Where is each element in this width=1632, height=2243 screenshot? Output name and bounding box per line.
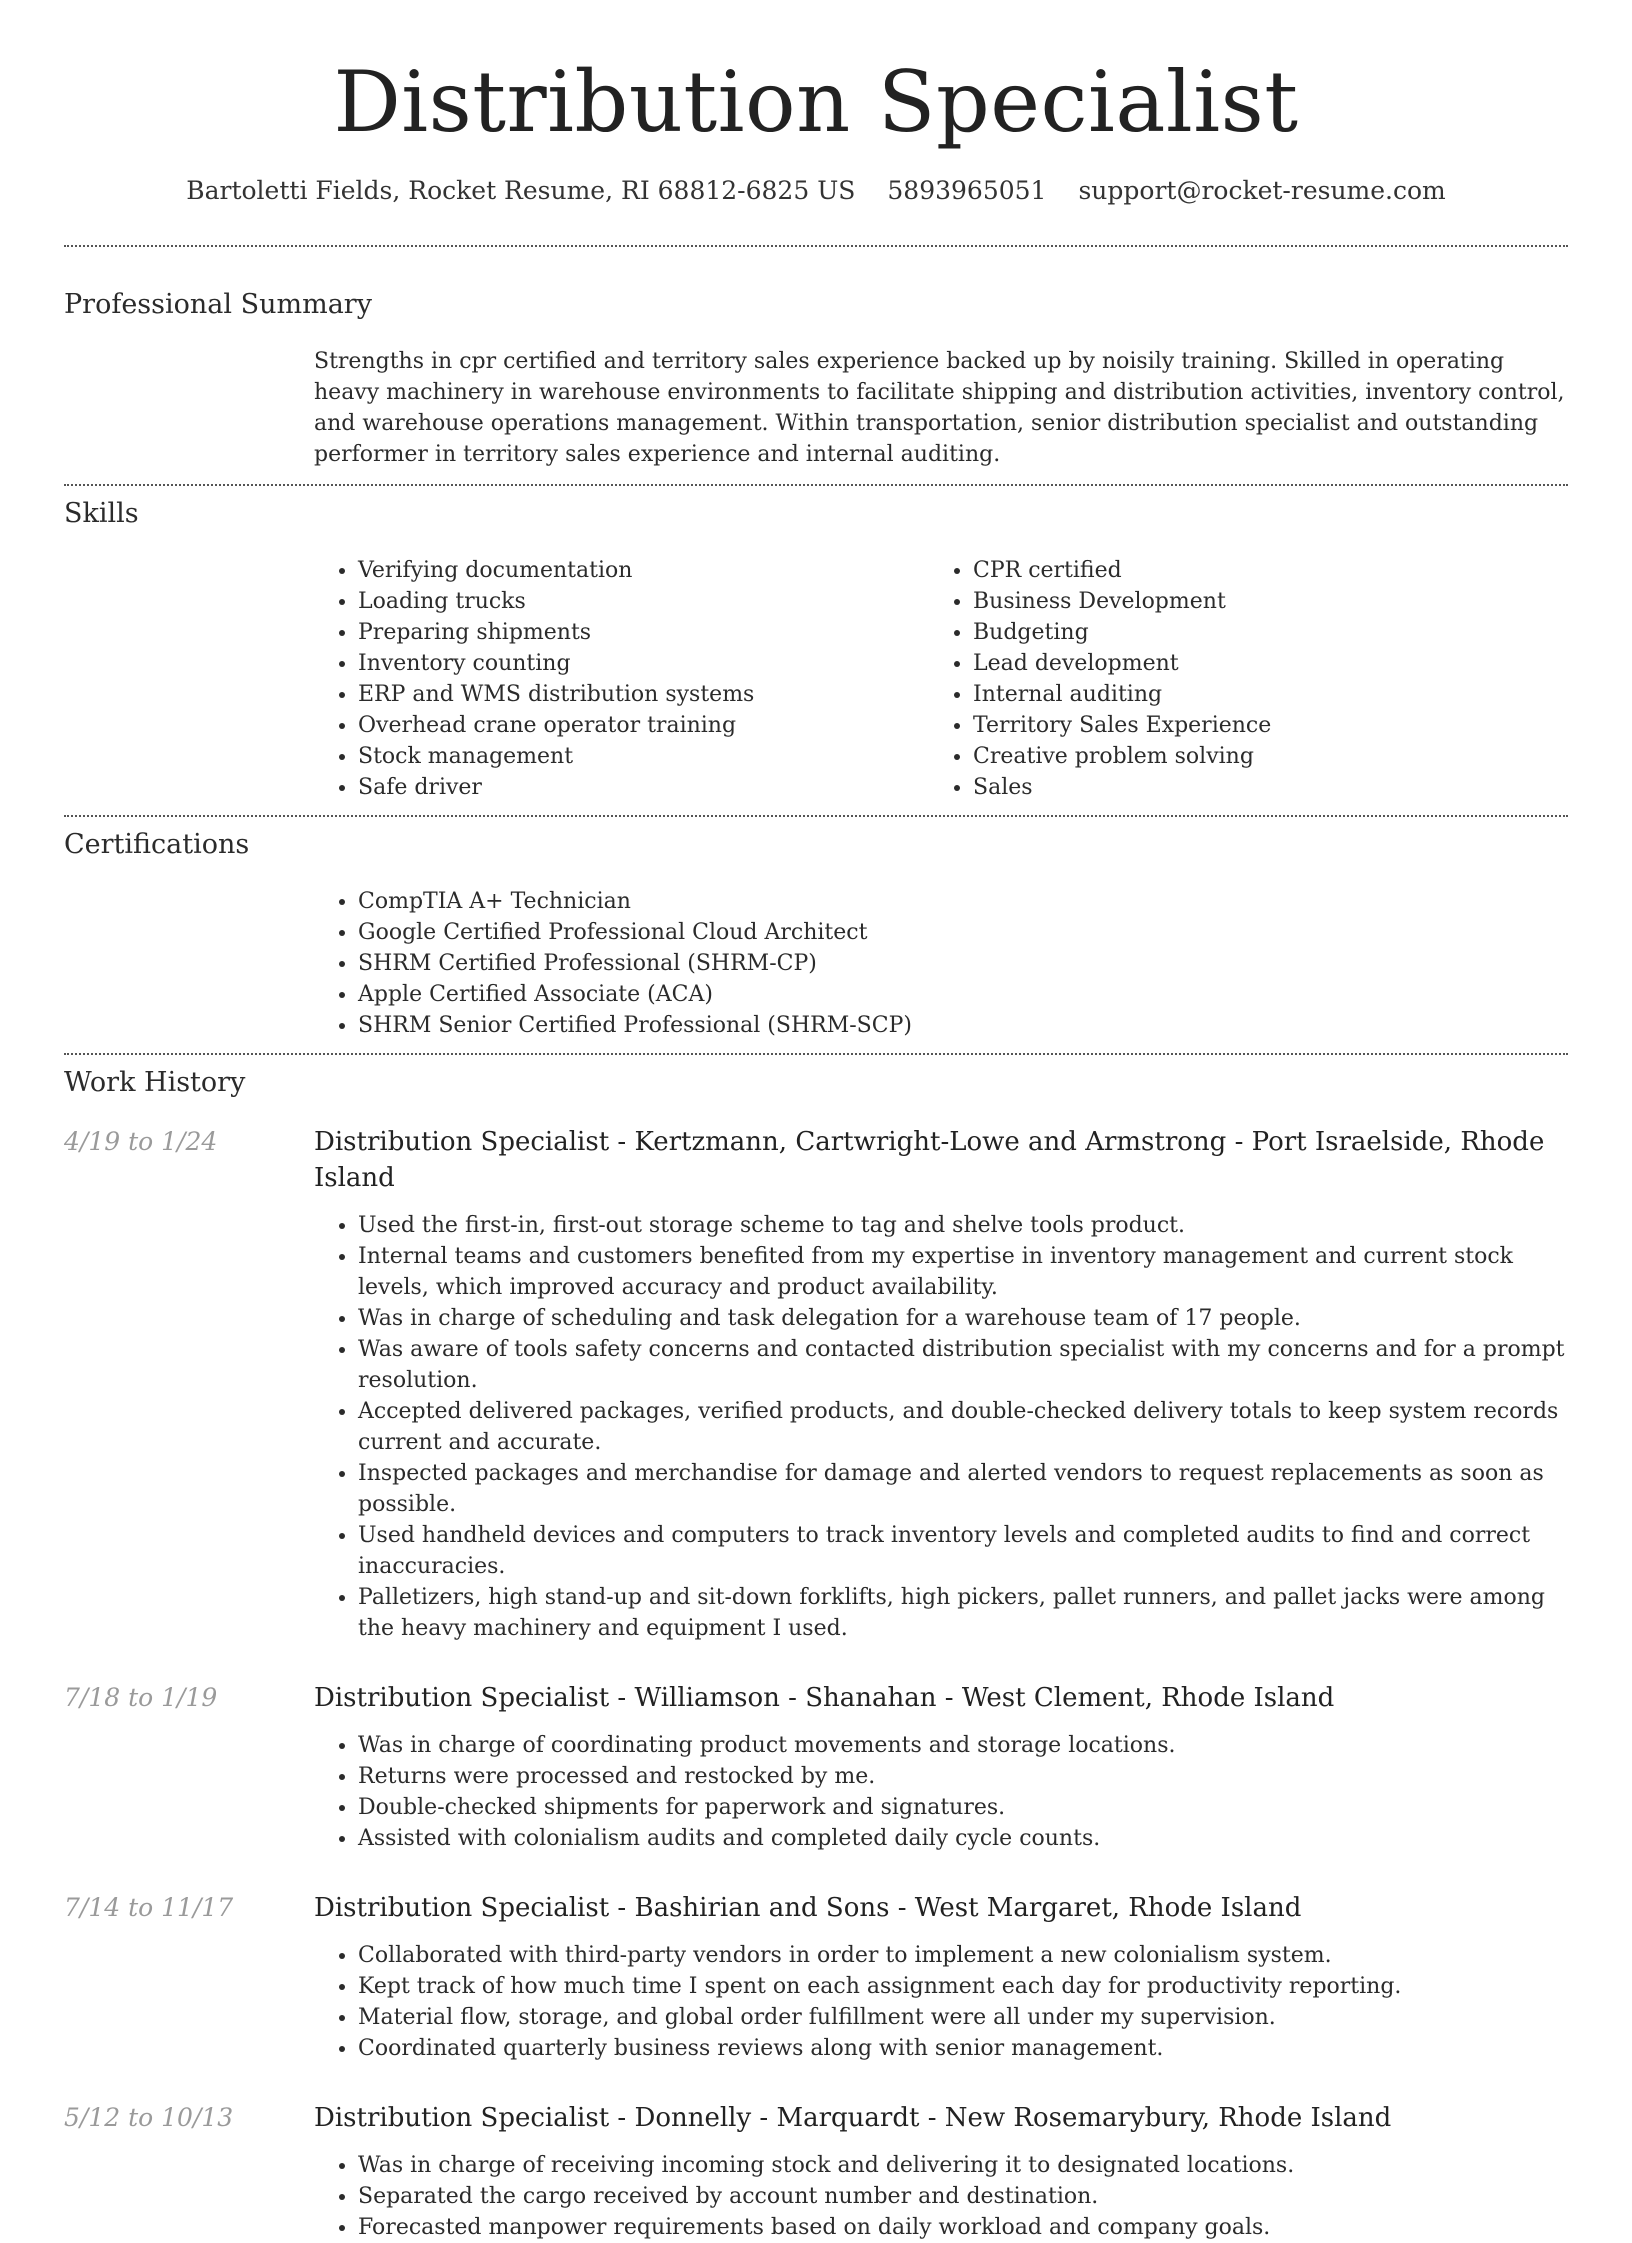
section-title: Skills: [64, 498, 139, 529]
job-dates: 7/14 to 11/17: [64, 1893, 234, 1922]
list-item: • Safe driver: [358, 772, 929, 803]
certifications-list: [314, 886, 1568, 1041]
list-item: • Used the first-in, first-out storage scheme to tag and shelve tools product.: [358, 1210, 1568, 1241]
job-title: Distribution Specialist - Donnelly - Marquardt - New Rosemarybury, Rhode Island: [314, 2103, 1392, 2133]
list-item: • Assisted with colonialism audits and completed daily cycle counts.: [358, 1823, 1568, 1854]
resume-header: [0, 0, 1632, 205]
list-item: • Overhead crane operator training: [358, 710, 929, 741]
section-title: Work History: [64, 1067, 246, 1098]
skills-list-right: [929, 555, 1544, 803]
list-item: • Collaborated with third-party vendors in order to implement a new colonialism system.: [358, 1940, 1568, 1971]
list-item: • Loading trucks: [358, 586, 929, 617]
list-item: • Inspected packages and merchandise for damage and alerted vendors to request replacements as soon as possible.: [358, 1458, 1568, 1520]
job-entry: [64, 1680, 1568, 1854]
list-item: • Preparing shipments: [358, 617, 929, 648]
list-item: • CPR certified: [973, 555, 1544, 586]
contact-email: support@rocket-resume.com: [1078, 176, 1446, 205]
section-title: Professional Summary: [64, 289, 372, 320]
list-item: • Was in charge of receiving incoming stock and delivering it to designated locations.: [358, 2150, 1568, 2181]
contact-address: Bartoletti Fields, Rocket Resume, RI 68812-6825 US: [186, 176, 856, 205]
list-item: • Apple Certified Associate (ACA): [358, 979, 1568, 1010]
skills-list-left: [314, 555, 929, 803]
list-item: • Kept track of how much time I spent on each assignment each day for productivity reporting.: [358, 1971, 1568, 2002]
certifications-section: [0, 817, 1632, 1053]
list-item: • Verifying documentation: [358, 555, 929, 586]
skills-section: [0, 486, 1632, 815]
list-item: • Palletizers, high stand-up and sit-down forklifts, high pickers, pallet runners, and pallet jacks were among the heavy machinery and equipment I used.: [358, 1582, 1568, 1644]
job-title: Distribution Specialist - Bashirian and Sons - West Margaret, Rhode Island: [314, 1893, 1302, 1923]
list-item: • Accepted delivered packages, verified products, and double-checked delivery totals to keep system records current and accurate.: [358, 1396, 1568, 1458]
professional-summary-section: [0, 247, 1632, 484]
list-item: • Sales: [973, 772, 1544, 803]
list-item: • Google Certified Professional Cloud Architect: [358, 917, 1568, 948]
list-item: • Forecasted manpower requirements based on daily workload and company goals.: [358, 2212, 1568, 2243]
job-entry: [64, 1124, 1568, 1644]
job-title: Distribution Specialist - Kertzmann, Cartwright-Lowe and Armstrong - Port Israelside, Rhode Island: [314, 1127, 1545, 1193]
job-duties-list: [314, 1210, 1568, 1644]
list-item: • SHRM Senior Certified Professional (SHRM-SCP): [358, 1010, 1568, 1041]
list-item: • Internal teams and customers benefited from my expertise in inventory management and current stock levels, which improved accuracy and product availability.: [358, 1241, 1568, 1303]
job-dates: 4/19 to 1/24: [64, 1127, 218, 1156]
list-item: • Lead development: [973, 648, 1544, 679]
list-item: • Creative problem solving: [973, 741, 1544, 772]
summary-text: Strengths in cpr certified and territory sales experience backed up by noisily training. Skilled in operating heavy machinery in warehouse environments to facilitate shipping and distribution activities, inventory control, and warehouse operations management. Within transportation, senior distribution specialist and outstanding performer in territory sales experience and internal auditing.: [314, 349, 1565, 467]
list-item: • Business Development: [973, 586, 1544, 617]
list-item: • Separated the cargo received by account number and destination.: [358, 2181, 1568, 2212]
job-dates: 7/18 to 1/19: [64, 1683, 218, 1712]
list-item: • Returns were processed and restocked by me.: [358, 1761, 1568, 1792]
list-item: • ERP and WMS distribution systems: [358, 679, 929, 710]
list-item: • Coordinated quarterly business reviews along with senior management.: [358, 2033, 1568, 2064]
list-item: • Was in charge of coordinating product movements and storage locations.: [358, 1730, 1568, 1761]
list-item: • Stock management: [358, 741, 929, 772]
list-item: • Territory Sales Experience: [973, 710, 1544, 741]
list-item: • Budgeting: [973, 617, 1544, 648]
job-entry: [64, 1890, 1568, 2064]
list-item: • Double-checked shipments for paperwork and signatures.: [358, 1792, 1568, 1823]
list-item: • CompTIA A+ Technician: [358, 886, 1568, 917]
list-item: • Was aware of tools safety concerns and contacted distribution specialist with my concerns and for a prompt resolution.: [358, 1334, 1568, 1396]
job-duties-list: [314, 2150, 1568, 2243]
contact-phone: 5893965051: [887, 176, 1047, 205]
job-title: Distribution Specialist - Williamson - Shanahan - West Clement, Rhode Island: [314, 1683, 1335, 1713]
list-item: • Material flow, storage, and global order fulfillment were all under my supervision.: [358, 2002, 1568, 2033]
candidate-name: Distribution Specialist: [333, 53, 1299, 151]
list-item: • Used handheld devices and computers to track inventory levels and completed audits to find and correct inaccuracies.: [358, 1520, 1568, 1582]
job-duties-list: [314, 1940, 1568, 2064]
job-dates: 5/12 to 10/13: [64, 2103, 234, 2132]
list-item: • Was in charge of scheduling and task delegation for a warehouse team of 17 people.: [358, 1303, 1568, 1334]
list-item: • Inventory counting: [358, 648, 929, 679]
job-duties-list: [314, 1730, 1568, 1854]
section-title: Certifications: [64, 829, 250, 860]
list-item: • SHRM Certified Professional (SHRM-CP): [358, 948, 1568, 979]
work-history-section: [0, 1055, 1632, 2243]
list-item: • Internal auditing: [973, 679, 1544, 710]
job-entry: [64, 2100, 1568, 2243]
contact-line: [0, 176, 1632, 205]
